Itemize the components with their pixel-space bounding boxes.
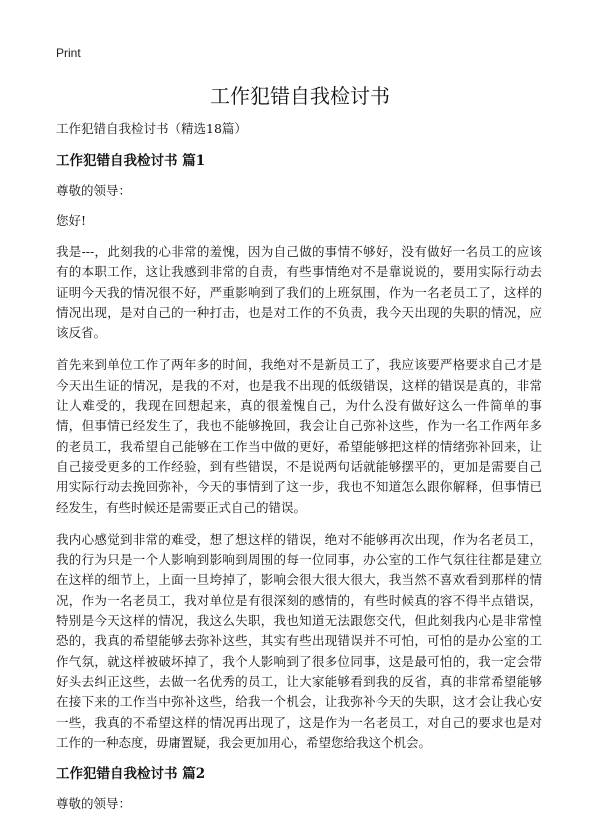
section-heading: 工作犯错自我检讨书 篇2 <box>56 766 206 783</box>
greeting: 您好! <box>56 213 87 228</box>
section-1 <box>56 152 542 753</box>
body-paragraph: 我是---，此刻我的心非常的羞愧，因为自己做的事情不够好，没有做好一名员工的应该有的本职工作，这让我感到非常的自责，有些事情绝对不是靠说说的，要用实际行动去证明今天我的情况很不好，严重影响到了我们的上班氛围，作为一名老员工了，这样的情况出现，是对自己的一种打击，也是对工作的不负责，我今天出现的失职的情况，应该反省。 <box>56 244 542 341</box>
document-body <box>56 120 542 825</box>
section-heading: 工作犯错自我检讨书 篇1 <box>56 153 206 169</box>
salutation: 尊敬的领导： <box>56 796 132 812</box>
body-paragraph: 我内心感觉到非常的难受，想了想这样的错误，绝对不能够再次出现，作为名老员工，我的行为只是一个人影响到影响到周围的每一位同事，办公室的工作气氛往往都是建立在这样的细节上，上面一旦垮掉了，影响会很大很大很大，我当然不喜欢看到那样的情况，作为一名老员工，我对单位是有很深刻的感情的，有些时候真的容不得半点错误，特别是今天这样的情况，我这么失职，我也知道无法跟您交代，但此刻我内心是非常惶恐的，我真的希望能够去弥补这些，其实有些出现错误并不可怕，可怕的是办公室的工作气氛，就这样被破坏掉了，我个人影响到了很多位同事，这是最可怕的，我一定会带好头去纠正这些，去做一名优秀的员工，让大家能够看到我的反省，真的非常希望能够在接下来的工作当中弥补这些，给我一个机会，让我弥补今天的失职，这才会让我心安一些，我真的不希望这样的情况再出现了，这是作为一名老员工，对自己的要求也是对工作的一种态度，毋庸置疑，我会更加用心，希望您给我这个机会。 <box>56 531 542 750</box>
print-link[interactable]: Print <box>56 46 81 60</box>
page-title: 工作犯错自我检讨书 <box>210 84 390 108</box>
section-2 <box>56 765 542 813</box>
body-paragraph: 首先来到单位工作了两年多的时间，我绝对不是新员工了，我应该要严格要求自己才是今天出生证的情况，是我的不对，也是我不出现的低级错误，这样的错误是真的，非常让人难受的，我现在回想起来，真的很羞愧自己，为什么没有做好这么一件简单的事情，但事情已经发生了，我也不能够挽回，我会让自己弥补这些，作为一名工作两年多的老员工，我希望自己能够在工作当中做的更好，希望能够把这样的情绪弥补回来，让自己接受更多的工作经验，到有些错误，不是说两句话就能够摆平的，更加是需要自己用实际行动去挽回弥补，今天的事情到了这一步，我也不知道怎么跟你解释，但事情已经发生，有些时候还是需要正式自己的错误。 <box>56 357 542 515</box>
document-subtitle: 工作犯错自我检讨书（精选18篇） <box>56 121 247 136</box>
salutation: 尊敬的领导： <box>56 183 132 198</box>
